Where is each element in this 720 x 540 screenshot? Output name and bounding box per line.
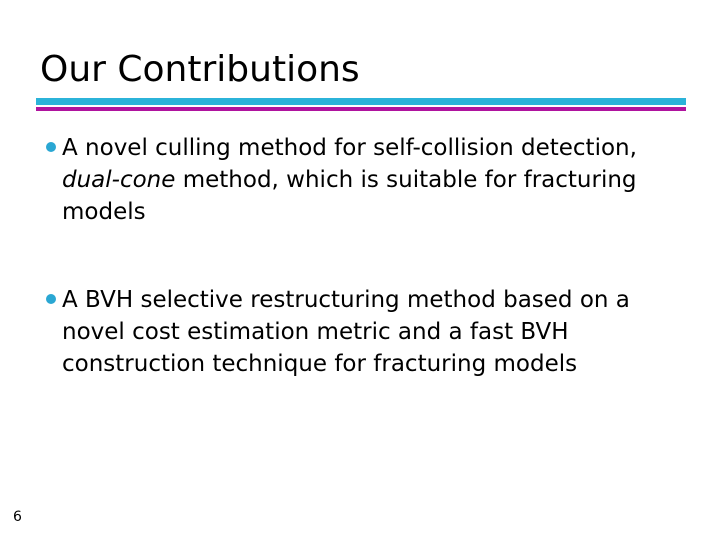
bullet-1-text-after: method, which is suitable for fracturing models: [62, 167, 637, 225]
page-number: 6: [13, 509, 22, 525]
title-underline-magenta: [36, 107, 686, 111]
title-underline-cyan: [36, 98, 686, 105]
bullet-dot-icon: [46, 294, 56, 304]
bullet-1-text-before: A novel culling method for self-collision detection,: [62, 135, 637, 161]
bullet-text-2: A BVH selective restructuring method based on a novel cost estimation metric and a fast BVH construction technique for fracturing models: [62, 287, 630, 377]
bullet-dot-icon: [46, 142, 56, 152]
bullet-1-italic-term: dual-cone: [62, 167, 176, 193]
bullet-text-1: [62, 132, 676, 228]
slide-title: Our Contributions: [40, 49, 360, 90]
